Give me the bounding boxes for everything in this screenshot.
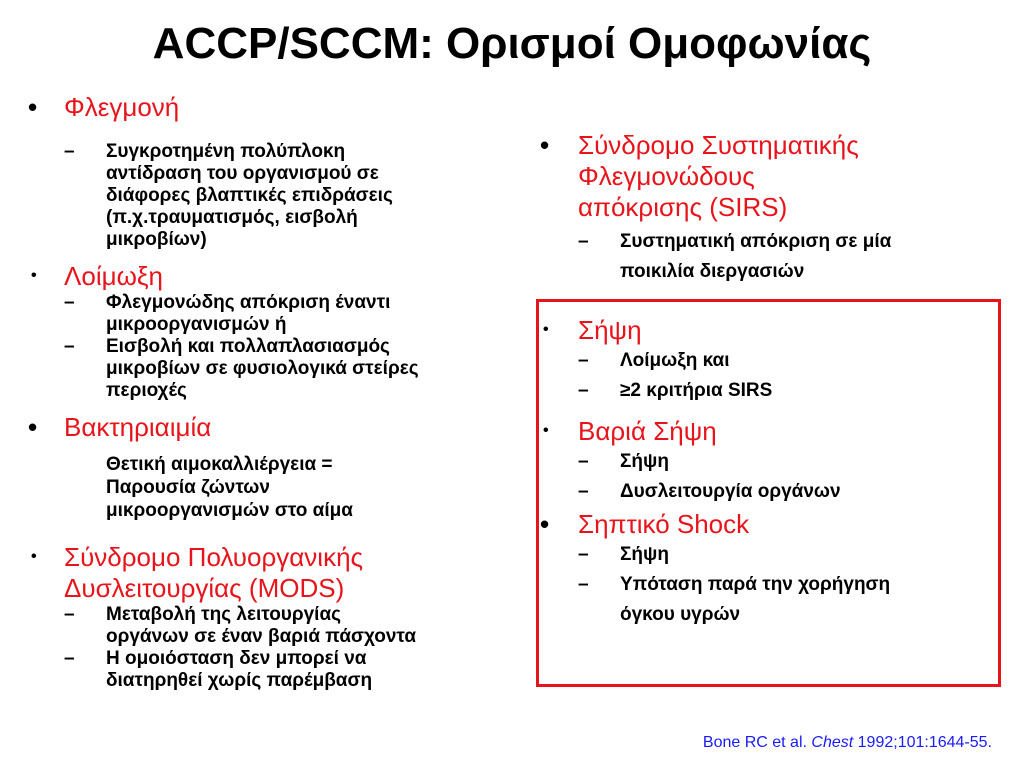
text-line: μικροοργανισμών στο αίμα [106,500,353,521]
bullet-icon: • [540,509,550,539]
severe-sepsis-item [540,416,1000,507]
text-line: Φλεγμονώδης απόκριση έναντι [106,292,391,313]
mods-sub-2 [28,648,528,692]
dash-icon: – [64,336,75,357]
dash-icon: – [64,141,75,162]
text-line: Φλεγμονώδους [578,161,755,191]
infection-item [28,261,528,402]
bullet-icon: • [28,412,38,442]
bacteremia-item [28,412,528,522]
sirs-definition [540,227,1000,287]
bullet-icon: • [543,422,549,439]
mods-sub-1 [28,604,528,648]
citation-journal: Chest [811,734,854,751]
dash-icon: – [64,292,75,313]
text-line: διάφορες βλαπτικές επιδράσεις [106,185,393,206]
bullet-icon: • [31,267,37,284]
mods-heading [28,542,528,604]
slide-title: ACCP/SCCM: Ορισμοί Ομοφωνίας [152,19,872,68]
text-line: Εισβολή και πολλαπλασιασμός [106,336,390,357]
severe-sepsis-sub-2 [540,477,1000,507]
text-line: διατηρηθεί χωρίς παρέμβαση [106,670,373,691]
left-column [28,92,528,692]
right-column [540,130,1000,630]
text-line: Σήψη [620,451,669,472]
text-line: ποικιλία διεργασιών [620,261,805,282]
septic-shock-sub-1 [540,540,1000,570]
dash-icon: – [578,380,589,401]
dash-icon: – [578,451,589,472]
text-line: Δυσλειτουργίας (MODS) [64,573,345,603]
dash-icon: – [64,604,75,625]
sepsis-heading: Σήψη [578,315,642,345]
citation [703,734,992,752]
bullet-icon: • [540,130,550,160]
dash-icon: – [578,350,589,371]
inflammation-item [28,92,528,251]
septic-shock-heading: Σηπτικό Shock [578,509,750,539]
bullet-icon: • [543,321,549,338]
septic-shock-sub-2 [540,570,1000,630]
text-line: Μεταβολή της λειτουργίας [106,604,342,625]
sepsis-sub-1 [540,346,1000,376]
text-line: Σήψη [620,544,669,565]
sirs-heading [540,130,1000,223]
text-line: Λοίμωξη και [620,350,730,371]
inflammation-definition [28,141,528,251]
bacteremia-definition [28,453,528,522]
text-line: απόκρισης (SIRS) [578,192,788,222]
septic-shock-item [540,509,1000,630]
text-line: όγκου υγρών [620,604,741,625]
text-line: περιοχές [106,380,187,401]
text-line: Δυσλειτουργία οργάνων [620,481,841,502]
text-line: αντίδραση του οργανισμού σε [106,163,379,184]
text-line: μικροβίων σε φυσιολογικά στείρες [106,358,419,379]
text-line: Σύνδρομο Συστηματικής [578,130,859,160]
text-line: Συγκροτημένη πολύπλοκη [106,141,346,162]
bullet-icon: • [31,548,37,565]
text-line: Η ομοιόσταση δεν μπορεί να [106,648,367,669]
dash-icon: – [578,231,589,252]
bullet-icon: • [28,92,38,122]
dash-icon: – [64,648,75,669]
text-line: μικροοργανισμών ή [106,314,287,335]
dash-icon: – [578,481,589,502]
text-line: μικροβίων) [106,229,207,250]
bacteremia-heading: Βακτηριαιμία [64,412,212,442]
infection-sub-1 [28,292,528,336]
text-line: ≥2 κριτήρια SIRS [620,380,773,401]
mods-item [28,542,528,692]
severe-sepsis-sub-1 [540,447,1000,477]
dash-icon: – [578,574,589,595]
sepsis-item [540,315,1000,406]
sirs-item [540,130,1000,287]
text-line: Συστηματική απόκριση σε μία [620,231,892,252]
text-line: οργάνων σε έναν βαριά πάσχοντα [106,626,417,647]
text-line: Θετική αιμοκαλλιέργεια = [106,454,333,475]
infection-heading: Λοίμωξη [64,261,163,291]
dash-icon: – [578,544,589,565]
inflammation-heading: Φλεγμονή [64,92,180,122]
citation-reference: 1992;101:1644-55. [857,734,992,751]
text-line: Παρουσία ζώντων [106,477,270,498]
severe-sepsis-heading: Βαριά Σήψη [578,416,717,446]
text-line: (π.χ.τραυματισμός, εισβολή [106,207,358,228]
sepsis-sub-2 [540,376,1000,406]
text-line: Υπόταση παρά την χορήγηση [620,574,891,595]
infection-sub-2 [28,336,528,402]
citation-authors: Bone RC et al. [702,734,807,751]
text-line: Σύνδρομο Πολυοργανικής [64,542,364,572]
